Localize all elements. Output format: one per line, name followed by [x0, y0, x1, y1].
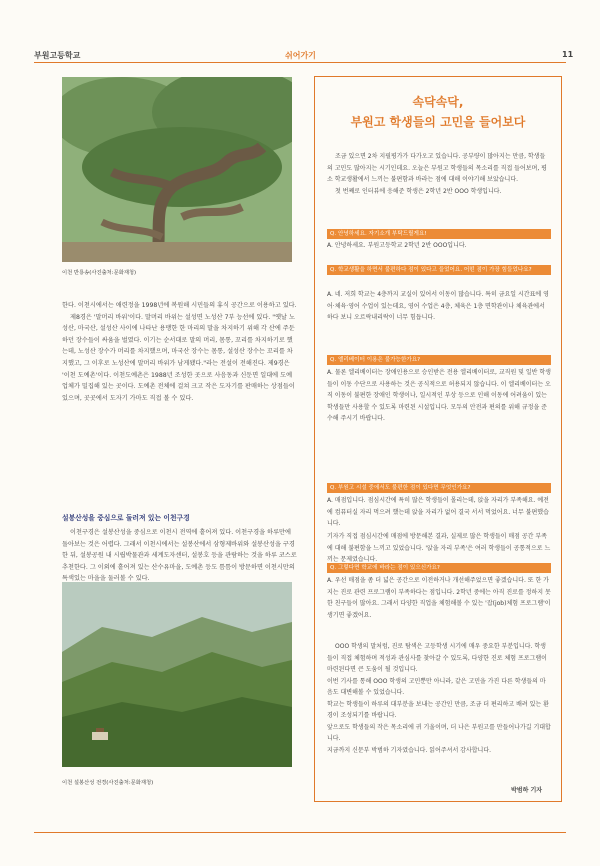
left-paragraph: 이천구경은 설봉산성을 중심으로 이천시 전역에 흩어져 있다. 이천구경을 하루만에 돌아보는 것은 어렵다. 그래서 이천시에서는 설봉산에서 삼형제바위와 설봉산성을 구경한 뒤, 설봉공원 내 시립박물관과 세계도자센터, 설봉호 등을 관람하는 것을 하루 코스로 추천한다. 그 이외에 흩어져 있는 산수유마을, 도예촌 등도 틈틈이 방문하면 이천시만의 특색있는 마을을 둘러볼 수 있다.	[62, 529, 297, 583]
school-name: 부원고등학교	[34, 51, 81, 60]
box-intro	[327, 151, 551, 197]
left-paragraph: 한다. 이천시에서는 애련정을 1998년에 복원해 시민들의 휴식 공간으로 이용하고 있다.	[62, 302, 297, 309]
interview-box	[314, 76, 562, 802]
mountain-fortress-photo	[62, 582, 292, 767]
answer-4-note: 기자가 직접 점심시간에 매점에 방문해본 결과, 실제로 많은 학생들이 매점 공간 부족에 대해 불편함을 느끼고 있었습니다. '앉을 자리 부족'은 여러 학생들이 공통적으로 느끼는 문제였습니다.	[327, 533, 551, 563]
page-header	[0, 0, 600, 70]
answer-4: A. 매점입니다. 점심시간에 특히 많은 학생들이 몰리는데, 앉을 자리가 부족해요. 예전에 컴퓨터실 자리 먹으려 했는데 앉을 자리가 없어 결국 서서 먹었어요. 너무 불편했습니다.	[327, 497, 549, 527]
closing-paragraph: 학교는 학생들이 하루의 대부분을 보내는 공간인 만큼, 조금 더 편리하고 배려 있는 환경이 조성되기를 바랍니다.	[327, 700, 549, 719]
subheading: 설봉산성을 중심으로 둘러져 있는 이천구경	[62, 514, 190, 522]
answer-2: A. 네. 저희 학교는 4층까지 교실이 있어서 이동이 많습니다. 특히 금요일 시간표에 영어·체육·영어 수업이 있는데요, 영어 수업은 4층, 체육은 1층 면학관이나 체육관에서 하다 보니 오르락내리락이 너무 힘듭니다.	[327, 291, 549, 321]
photo1-caption: 이천 반룡송(사진출처:문화재청)	[62, 270, 137, 276]
photo2-caption: 이천 설봉산성 전경(사진출처:문화재청)	[62, 780, 154, 786]
question-3: Q. 엘리베이터 이용은 불가능한가요?	[327, 355, 551, 365]
closing-paragraph: OOO 학생의 말처럼, 진로 탐색은 고등학생 시기에 매우 중요한 부분입니다. 학생들이 직접 체험하며 적성과 관심사를 찾아갈 수 있도록, 다양한 진로 체험 프로그램이 마련된다면 큰 도움이 될 것입니다.	[327, 643, 547, 673]
section-name: 쉬어가기	[285, 51, 316, 60]
question-5: Q. 그렇다면 학교에 바라는 점이 있으신가요?	[327, 563, 551, 573]
pine-tree-photo	[62, 77, 292, 262]
box-title-line1: 속닥속닥,	[412, 95, 464, 109]
closing-text	[327, 641, 551, 756]
closing-paragraph: 앞으로도 학생들의 작은 목소리에 귀 기울이며, 더 나은 부원고를 만들어나가길 기대합니다.	[327, 723, 551, 742]
left-paragraph: 제8경은 '말머리 바위'이다. 말머리 바위는 설성면 노성산 7부 능선에 있다. "옛날 노성산, 마국산, 설성산 사이에 나타난 용맹한 한 마리의 말을 차지하기 위해 각 산에 주둔하던 장수들이 싸움을 벌였다. 이기는 순서대로 말의 머리, 몸통, 꼬리를 차지하기로 했는데, 노성산 장수가 머리를 차지했으며, 마국산 장수는 몸통, 설성산 장수는 꼬리를 차지했고, 그 이후로 노성산에 말머리 바위가 남게됐다."라는 전설이 전해진다. 제9경은 '이천 도예촌'이다. 이천도예촌은 1988년 조성한 곳으로 사음동과 신둔면 일대에 도예업체가 밀집해 있는 곳이다. 도예촌 전체에 걸쳐 크고 작은 도자기를 판매하는 상점들이 있으며, 곳곳에서 도자기 가마도 직접 볼 수 있다.	[62, 313, 295, 402]
byline: 박범하 기자	[511, 787, 543, 794]
answer-5: A. 우선 매점을 좀 더 넓은 공간으로 이전하거나 개선해주었으면 좋겠습니다. 또 한 가지는 진로 관련 프로그램이 부족하다는 점입니다. 2학년 중에는 아직 진로를 정하지 못한 친구들이 많아요. 그래서 다양한 직업을 체험해볼 수 있는 '잡(job)체험 프로그램'이 생기면 좋겠어요.	[327, 577, 551, 619]
closing-paragraph: 이번 기사를 통해 OOO 학생의 고민뿐만 아니라, 같은 고민을 가진 다른 학생들의 마음도 대변해볼 수 있었습니다.	[327, 677, 546, 696]
question-4: Q. 부원고 시설 중에서도 불편한 점이 있다면 무엇인가요?	[327, 483, 551, 493]
question-2: Q. 학교생활을 하면서 불편하다 점이 있다고 들었어요. 어떤 점이 가장 힘들었나요?	[327, 265, 551, 275]
box-title-line2: 부원고 학생들의 고민을 들어보다	[350, 115, 526, 129]
left-article-body	[62, 300, 298, 404]
left-article-body-2	[62, 527, 298, 585]
intro-paragraph: 조금 있으면 2차 지필평가가 다가오고 있습니다. 공부량이 많아지는 만큼, 학생들의 고민도 많아지는 시기인데요. 오늘은 부원고 학생들의 목소리를 직접 들어보며, 평소 학교생활에서 느끼는 불편함과 바라는 점에 대해 이야기해 보았습니다.	[327, 153, 547, 183]
footer-divider	[34, 832, 566, 833]
answer-1: A. 안녕하세요. 부원고등학교 2학년 2반 OOO입니다.	[327, 242, 467, 249]
closing-paragraph: 지금까지 신문부 박범하 기자였습니다. 읽어주셔서 감사합니다.	[327, 746, 492, 754]
question-1: Q. 안녕하세요. 자기소개 부탁드릴게요!	[327, 229, 551, 239]
answer-3: A. 물론 엘리베이터는 장애인용으로 승인받은 전용 엘리베이터로, 교직원 및 일반 학생들이 이동 수단으로 사용하는 것은 공식적으로 허용되지 않습니다. 이 엘리베이터는 오직 이동이 불편한 장애인 학생이나, 일시적인 부상 등으로 인해 이동에 어려움이 있는 학생들만 사용할 수 있도록 마련된 시설입니다. 모두의 안전과 편의를 위해 규정을 준수해 주시기 바랍니다.	[327, 369, 551, 422]
header-divider	[34, 62, 566, 63]
intro-paragraph: 첫 번째로 인터뷰에 응해준 학생은 2학년 2반 OOO 학생입니다.	[335, 187, 502, 195]
page-number: 11	[562, 50, 574, 59]
